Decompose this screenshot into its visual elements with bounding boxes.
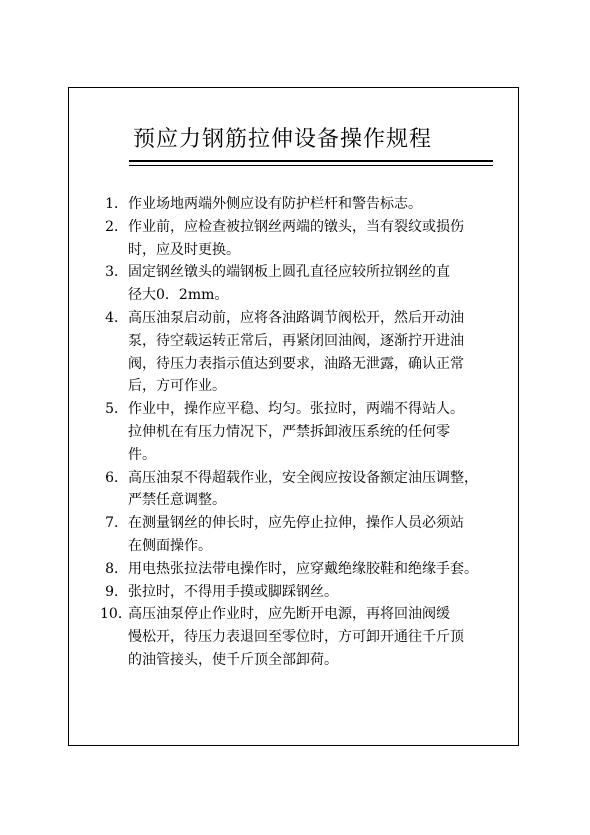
item-line: 径大0．2mm。 [128,287,229,304]
item-line: 作业中，操作应平稳、均匀。张拉时，两端不得站人。 [128,401,464,418]
list-item [100,603,510,671]
item-line: 件。 [128,446,156,463]
list-item [100,261,510,307]
item-text [128,558,478,581]
item-line: 高压油泵启动前，应将各油路调节阀松开，然后开动油 [128,309,464,326]
item-number: 2． [105,218,128,235]
list-item [100,193,510,216]
list-item [100,467,510,513]
list-item [100,512,510,558]
item-line: 后，方可作业。 [128,378,226,395]
item-text [128,261,450,307]
item-line: 严禁任意调整。 [128,492,226,509]
item-line: 张拉时，不得用手摸或脚踩钢丝。 [128,583,338,600]
item-text [128,193,422,216]
list-item [100,581,510,604]
item-text [128,216,464,262]
item-line: 作业前，应检查被拉钢丝两端的镦头，当有裂纹或损伤 [128,218,464,235]
item-number: 6． [105,469,128,486]
list-item [100,216,510,262]
regulation-list [100,193,510,672]
item-text [128,398,464,466]
item-line: 泵，待空载运转正常后，再紧闭回油阀，逐渐拧开进油 [128,332,464,349]
item-text [128,512,464,558]
item-text [128,603,464,671]
title-underline-thick [129,160,493,162]
list-item [100,398,510,466]
item-number: 3． [105,264,128,281]
item-line: 的油管接头，使千斤顶全部卸荷。 [128,651,338,668]
item-line: 时，应及时更换。 [128,241,240,258]
item-text [128,307,464,398]
item-line: 高压油泵不得超载作业，安全阀应按设备额定油压调整， [128,469,478,486]
item-line: 慢松开，待压力表退回至零位时，方可卸开通往千斤顶 [128,629,464,646]
page-title: 预应力钢筋拉伸设备操作规程 [133,127,433,152]
item-line: 阀，待压力表指示值达到要求，油路无泄露，确认正常 [128,355,464,372]
item-text [128,467,478,513]
item-number: 1． [105,196,128,212]
list-item [100,558,510,581]
item-number: 5． [105,401,128,418]
item-line: 固定钢丝镦头的端钢板上圆孔直径应较所拉钢丝的直 [128,264,450,281]
item-line: 作业场地两端外侧应设有防护栏杆和警告标志。 [128,196,422,212]
item-number: 4． [105,309,128,326]
item-line: 在测量钢丝的伸长时，应先停止拉伸，操作人员必须站 [128,515,464,532]
item-number: 8． [105,560,128,577]
item-number: 7． [105,515,128,532]
item-line: 在侧面操作。 [128,537,212,554]
title-underline-thin [129,165,493,166]
item-number: 9． [105,583,128,600]
list-item [100,307,510,398]
item-line: 高压油泵停止作业时，应先断开电源，再将回油阀缓 [128,606,450,623]
item-line: 拉伸机在有压力情况下，严禁拆卸液压系统的任何零 [128,423,450,440]
item-text [128,581,338,604]
item-number: 10． [100,606,132,623]
item-line: 用电热张拉法带电操作时，应穿戴绝缘胶鞋和绝缘手套。 [128,560,478,577]
